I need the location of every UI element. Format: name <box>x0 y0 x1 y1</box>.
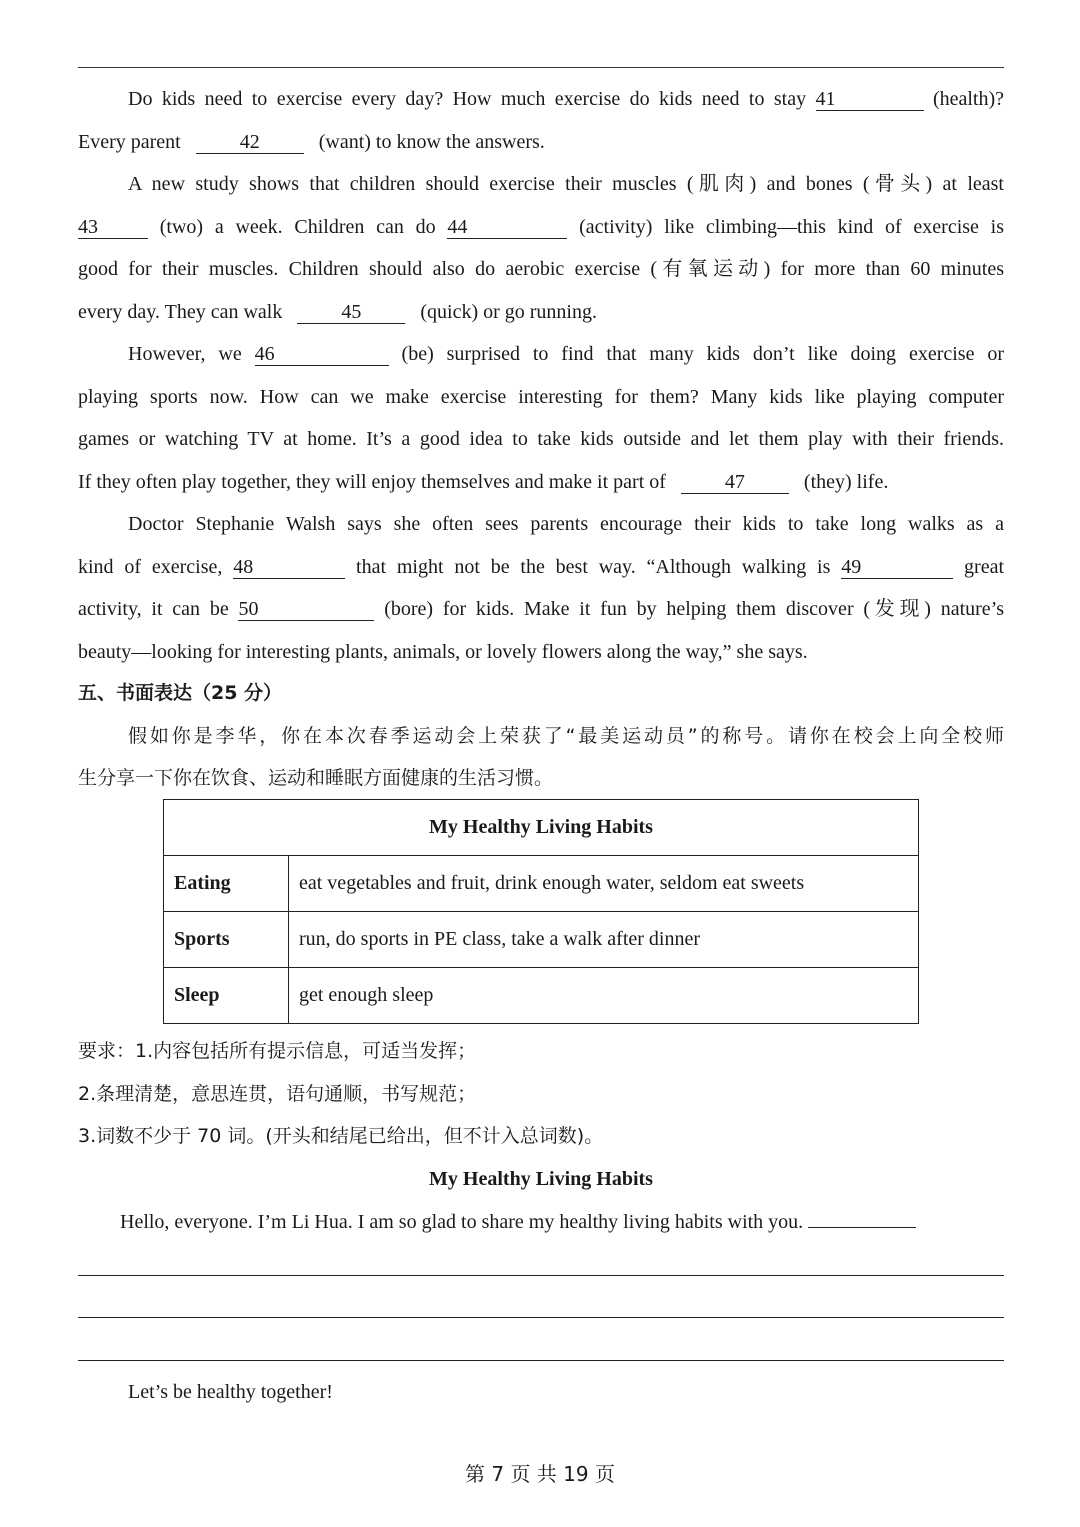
page-footer: 第 7 页 共 19 页 <box>465 1462 615 1486</box>
blank-45[interactable]: 45 <box>297 301 405 324</box>
row-value: run, do sports in PE class, take a walk after dinner <box>289 912 919 968</box>
passage-text: beauty—looking for interesting plants, animals, or lovely flowers along the way,” she says. <box>78 641 808 663</box>
requirement-line: 3.词数不少于 70 词。(开头和结尾已给出，但不计入总词数)。 <box>78 1125 604 1147</box>
essay-opening: Hello, everyone. I’m Li Hua. I am so glad to share my healthy living habits with you. <box>120 1211 804 1233</box>
row-label: Eating <box>164 856 289 912</box>
requirement-line: 要求：1.内容包括所有提示信息，可适当发挥； <box>78 1040 477 1062</box>
passage-line <box>78 462 1004 502</box>
passage-text: great <box>964 556 1005 578</box>
blank-41[interactable]: 41 <box>816 88 924 111</box>
passage-text: (want) to know the answers. <box>318 131 545 153</box>
passage-line <box>78 334 1004 374</box>
row-label: Sports <box>164 912 289 968</box>
writing-line[interactable] <box>78 1275 1004 1276</box>
passage-text: (activity) like climbing—this kind of exercise is <box>579 216 1004 238</box>
passage-text: (quick) or go running. <box>420 301 597 323</box>
passage-text: (two) a week. Children can do <box>159 216 436 238</box>
essay-title: My Healthy Living Habits <box>429 1168 653 1190</box>
writing-line[interactable] <box>78 1317 1004 1318</box>
passage-text: Do kids need to exercise every day? How much exercise do kids need to stay <box>128 88 807 110</box>
habits-table <box>163 799 919 1024</box>
top-rule <box>78 67 1004 68</box>
blank-44[interactable]: 44 <box>447 216 567 239</box>
writing-blank[interactable] <box>808 1205 916 1228</box>
prompt-line: 假如你是李华，你在本次春季运动会上荣获了“最美运动员”的称号。请你在校会上向全校师 <box>128 725 1004 747</box>
passage-line <box>78 632 1004 672</box>
passage-line <box>78 419 1004 459</box>
section-heading: 五、书面表达（25 分） <box>78 682 283 704</box>
passage-text: A new study shows that children should exercise their muscles (肌肉) and bones (骨头) at least <box>128 173 1004 195</box>
requirement-line: 2.条理清楚，意思连贯，语句通顺，书写规范； <box>78 1083 477 1105</box>
passage-line <box>78 547 1004 587</box>
row-value: eat vegetables and fruit, drink enough water, seldom eat sweets <box>289 856 919 912</box>
passage-text: Doctor Stephanie Walsh says she often sees parents encourage their kids to take long walks as a <box>128 513 1004 535</box>
passage-line <box>78 207 1004 247</box>
passage-text: good for their muscles. Children should also do aerobic exercise (有氧运动) for more than 60 minutes <box>78 258 1004 280</box>
blank-48[interactable]: 48 <box>233 556 345 579</box>
essay-closing: Let’s be healthy together! <box>128 1381 333 1403</box>
passage-text: (health)? <box>932 88 1005 110</box>
passage-line <box>78 377 1004 417</box>
writing-line[interactable] <box>78 1360 1004 1361</box>
passage-line <box>78 164 1004 204</box>
blank-50[interactable]: 50 <box>238 598 374 621</box>
passage-text: If they often play together, they will enjoy themselves and make it part of <box>78 471 666 493</box>
passage-line <box>78 122 1004 162</box>
passage-text: kind of exercise, <box>78 556 223 578</box>
passage-text: games or watching TV at home. It’s a good idea to take kids outside and let them play with their friends. <box>78 428 1004 450</box>
passage-line <box>78 589 1004 629</box>
passage-line <box>78 292 1004 332</box>
passage-text: However, we <box>128 343 242 365</box>
table-row <box>164 968 919 1024</box>
passage-text: playing sports now. How can we make exercise interesting for them? Many kids like playing computer <box>78 386 1004 408</box>
passage-text: that might not be the best way. “Although walking is <box>356 556 831 578</box>
table-row <box>164 912 919 968</box>
row-value: get enough sleep <box>289 968 919 1024</box>
essay-opening-line <box>120 1202 1004 1242</box>
prompt-line: 生分享一下你在饮食、运动和睡眠方面健康的生活习惯。 <box>78 767 554 789</box>
blank-49[interactable]: 49 <box>841 556 953 579</box>
passage-text: Every parent <box>78 131 181 153</box>
passage-text: every day. They can walk <box>78 301 283 323</box>
passage-text: activity, it can be <box>78 598 229 620</box>
passage-text: (they) life. <box>803 471 889 493</box>
table-title: My Healthy Living Habits <box>164 800 919 856</box>
passage-line <box>78 504 1004 544</box>
passage-text: (be) surprised to find that many kids don’t like doing exercise or <box>401 343 1005 365</box>
blank-42[interactable]: 42 <box>196 131 304 154</box>
blank-43[interactable]: 43 <box>78 216 148 239</box>
passage-text: (bore) for kids. Make it fun by helping them discover (发现) nature’s <box>384 598 1005 620</box>
blank-46[interactable]: 46 <box>255 343 389 366</box>
passage-line <box>78 79 1004 119</box>
table-row <box>164 856 919 912</box>
blank-47[interactable]: 47 <box>681 471 789 494</box>
passage-line <box>78 249 1004 289</box>
row-label: Sleep <box>164 968 289 1024</box>
